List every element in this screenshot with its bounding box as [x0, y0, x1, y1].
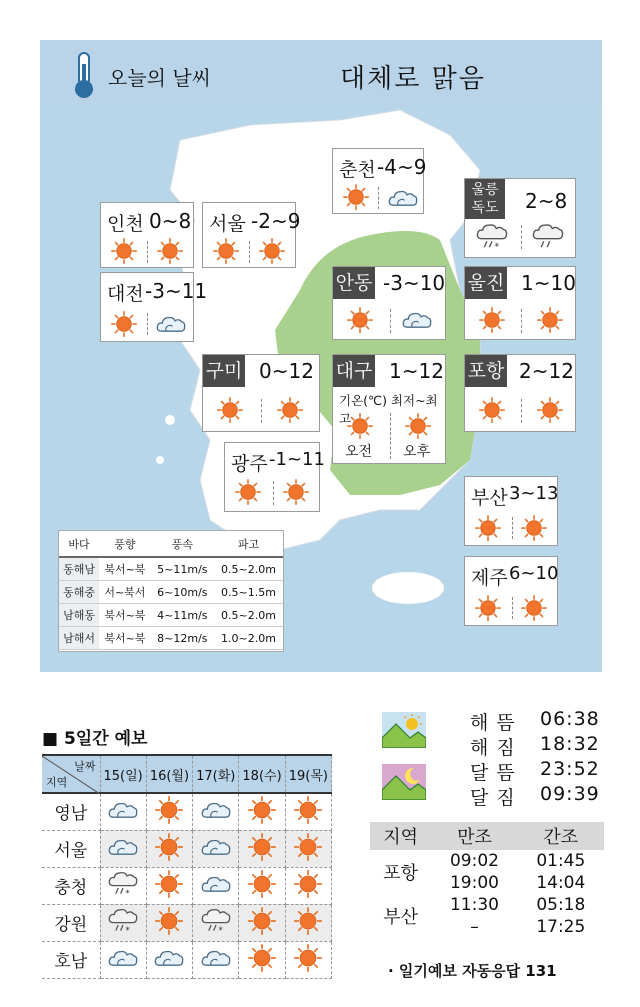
city-tag: 대구: [333, 355, 375, 387]
sun-icon: [343, 184, 369, 210]
region-label: 영남: [42, 793, 100, 830]
rain-snow-icon: [107, 907, 139, 935]
sun-icon: [213, 238, 239, 264]
sun-icon: [479, 397, 505, 423]
city-gumi: [202, 354, 320, 432]
marine-header: 바다: [59, 531, 99, 557]
city-name: 대전: [107, 283, 144, 305]
moonset-time: 09:39: [540, 783, 600, 805]
city-gwangju: [224, 442, 325, 512]
rain-snow-icon: [475, 223, 509, 251]
rain-snow-icon: [107, 870, 139, 898]
sun-icon: [521, 515, 547, 541]
city-andong: [332, 266, 446, 340]
region-label: 강원: [42, 904, 100, 941]
sun-icon: [248, 870, 276, 898]
city-daegu: [332, 354, 446, 464]
day-header: 16(월): [146, 755, 192, 793]
cloud-icon: [200, 836, 232, 858]
sun-icon: [155, 870, 183, 898]
sun-icon: [248, 944, 276, 972]
moonrise-time: 23:52: [540, 758, 600, 780]
marine-row: 동해중 서~북서 6~10m/s 0.5~1.5m: [59, 581, 283, 604]
city-temp: -3~10: [383, 271, 446, 295]
day-header: 19(목): [285, 755, 331, 793]
sun-icon: [347, 307, 373, 333]
city-name: 서울: [209, 213, 246, 235]
city-tag: 안동: [333, 267, 375, 299]
city-name: 인천: [107, 213, 144, 235]
tide-row: 부산 11:30 05:18: [370, 894, 604, 916]
sun-icon: [294, 833, 322, 861]
city-jeju: [464, 556, 558, 626]
day-header: 15(일): [100, 755, 146, 793]
city-temp: 2~8: [525, 189, 568, 213]
city-temp: 0~12: [259, 359, 314, 383]
city-uljin: [464, 266, 576, 340]
phone-service-note: · 일기예보 자동응답 131: [388, 962, 557, 980]
cloud-icon: [107, 947, 139, 969]
marine-header: 풍향: [99, 531, 151, 557]
forecast-row: [42, 904, 332, 941]
city-temp: -1~11: [269, 449, 325, 470]
marine-header: 풍속: [151, 531, 214, 557]
sun-icon: [111, 311, 137, 337]
city-temp: 1~10: [521, 271, 576, 295]
moonrise-label: 달 뜸: [470, 762, 516, 784]
tide-row: 19:00 14:04: [449, 873, 586, 893]
header-big-title: 대체로 맑음: [340, 64, 486, 94]
city-tag: 울진: [465, 267, 507, 299]
city-seoul: [202, 202, 301, 268]
tide-header: 지역: [370, 822, 431, 850]
cloud-icon: [107, 836, 139, 858]
city-temp: 0~8: [149, 209, 192, 233]
sun-icon: [294, 944, 322, 972]
city-daejeon: [100, 272, 208, 342]
weather-map-panel: [40, 40, 602, 672]
sun-icon: [294, 796, 322, 824]
sun-icon: [537, 307, 563, 333]
corner-cell: 날짜 지역: [42, 755, 100, 793]
cloud-icon: [155, 313, 187, 335]
forecast-row: [42, 867, 332, 904]
sun-icon: [475, 515, 501, 541]
cloud-icon: [401, 309, 433, 331]
sun-icon: [248, 833, 276, 861]
cloud-icon: [153, 947, 185, 969]
city-chuncheon: [332, 148, 427, 214]
city-name: 춘천: [339, 159, 376, 181]
thermometer-icon: [70, 50, 98, 100]
sunrise-icon: [382, 712, 426, 748]
rain-snow-icon: [200, 907, 232, 935]
region-label: 충청: [42, 867, 100, 904]
sun-icon: [155, 833, 183, 861]
jeju-island: [372, 572, 444, 604]
temp-legend: 기온(℃) 최저~최고: [339, 393, 438, 426]
marine-row: 남해동 북서~북 4~11m/s 0.5~2.0m: [59, 604, 283, 627]
region-label: 호남: [42, 941, 100, 978]
city-busan: [464, 476, 558, 546]
sun-icon: [235, 479, 261, 505]
marine-row: 남해서 북서~북 8~12m/s 1.0~2.0m: [59, 627, 283, 650]
forecast-row: [42, 830, 332, 867]
cloud-icon: [200, 799, 232, 821]
five-day-forecast-table: [42, 754, 332, 979]
sun-icon: [405, 413, 431, 439]
region-label: 서울: [42, 830, 100, 867]
city-tag: 구미: [203, 355, 245, 387]
city-incheon: [100, 202, 194, 268]
marine-row: 동해남 북서~북 5~11m/s 0.5~2.0m: [59, 557, 283, 581]
sun-icon: [283, 479, 309, 505]
city-temp: 6~10: [509, 563, 559, 584]
marine-forecast-table: [58, 530, 284, 652]
marine-header: 파고: [214, 531, 283, 557]
city-name: 부산: [471, 487, 508, 509]
day-header: 18(수): [239, 755, 285, 793]
header-small-title: 오늘의 날씨: [108, 66, 211, 90]
pm-label: 오후: [403, 444, 431, 460]
day-header: 17(화): [193, 755, 239, 793]
forecast-row: [42, 793, 332, 830]
tide-region: 부산: [383, 907, 419, 928]
header-bar: [40, 40, 602, 108]
moonrise-icon: [382, 764, 426, 800]
sun-icon: [479, 307, 505, 333]
sun-icon: [277, 397, 303, 423]
sun-icon: [155, 907, 183, 935]
city-tag: 울릉 독도: [465, 179, 505, 219]
sunrise-label: 해 뜸: [470, 712, 516, 734]
city-pohang: [464, 354, 576, 432]
sun-icon: [294, 870, 322, 898]
sunset-time: 18:32: [540, 733, 600, 755]
rain-icon: [531, 223, 565, 251]
tide-region: 포항: [383, 863, 419, 884]
sun-icon: [111, 238, 137, 264]
city-temp: 1~12: [389, 359, 444, 383]
sun-icon: [248, 907, 276, 935]
tide-header: 만조: [431, 822, 517, 850]
tide-table: [370, 822, 604, 938]
sun-icon: [259, 238, 285, 264]
city-temp: -3~11: [145, 279, 208, 303]
sun-icon: [521, 595, 547, 621]
sun-icon: [248, 796, 276, 824]
sun-icon: [347, 413, 373, 439]
sun-icon: [475, 595, 501, 621]
sun-icon: [294, 907, 322, 935]
cloud-icon: [107, 799, 139, 821]
city-temp: 2~12: [519, 359, 574, 383]
tide-row: 포항 09:02 01:45: [370, 850, 604, 872]
city-name: 광주: [231, 453, 268, 475]
city-temp: -2~9: [251, 209, 301, 233]
sunrise-time: 06:38: [540, 708, 600, 730]
sun-icon: [157, 238, 183, 264]
cloud-icon: [200, 947, 232, 969]
moonset-label: 달 짐: [470, 787, 516, 809]
tide-header: 간조: [518, 822, 604, 850]
sun-icon: [217, 397, 243, 423]
sun-icon: [537, 397, 563, 423]
city-temp: 3~13: [509, 483, 559, 504]
city-tag: 포항: [465, 355, 507, 387]
sunset-label: 해 짐: [470, 737, 516, 759]
cloud-icon: [387, 187, 419, 209]
city-ulleung: [464, 178, 576, 258]
city-name: 제주: [471, 567, 508, 589]
cloud-icon: [200, 873, 232, 895]
forecast-title: ■ 5일간 예보: [42, 729, 148, 749]
forecast-row: [42, 941, 332, 978]
city-temp: -4~9: [377, 155, 427, 179]
sun-icon: [155, 796, 183, 824]
tide-row: – 17:25: [470, 917, 586, 937]
am-label: 오전: [345, 444, 373, 460]
